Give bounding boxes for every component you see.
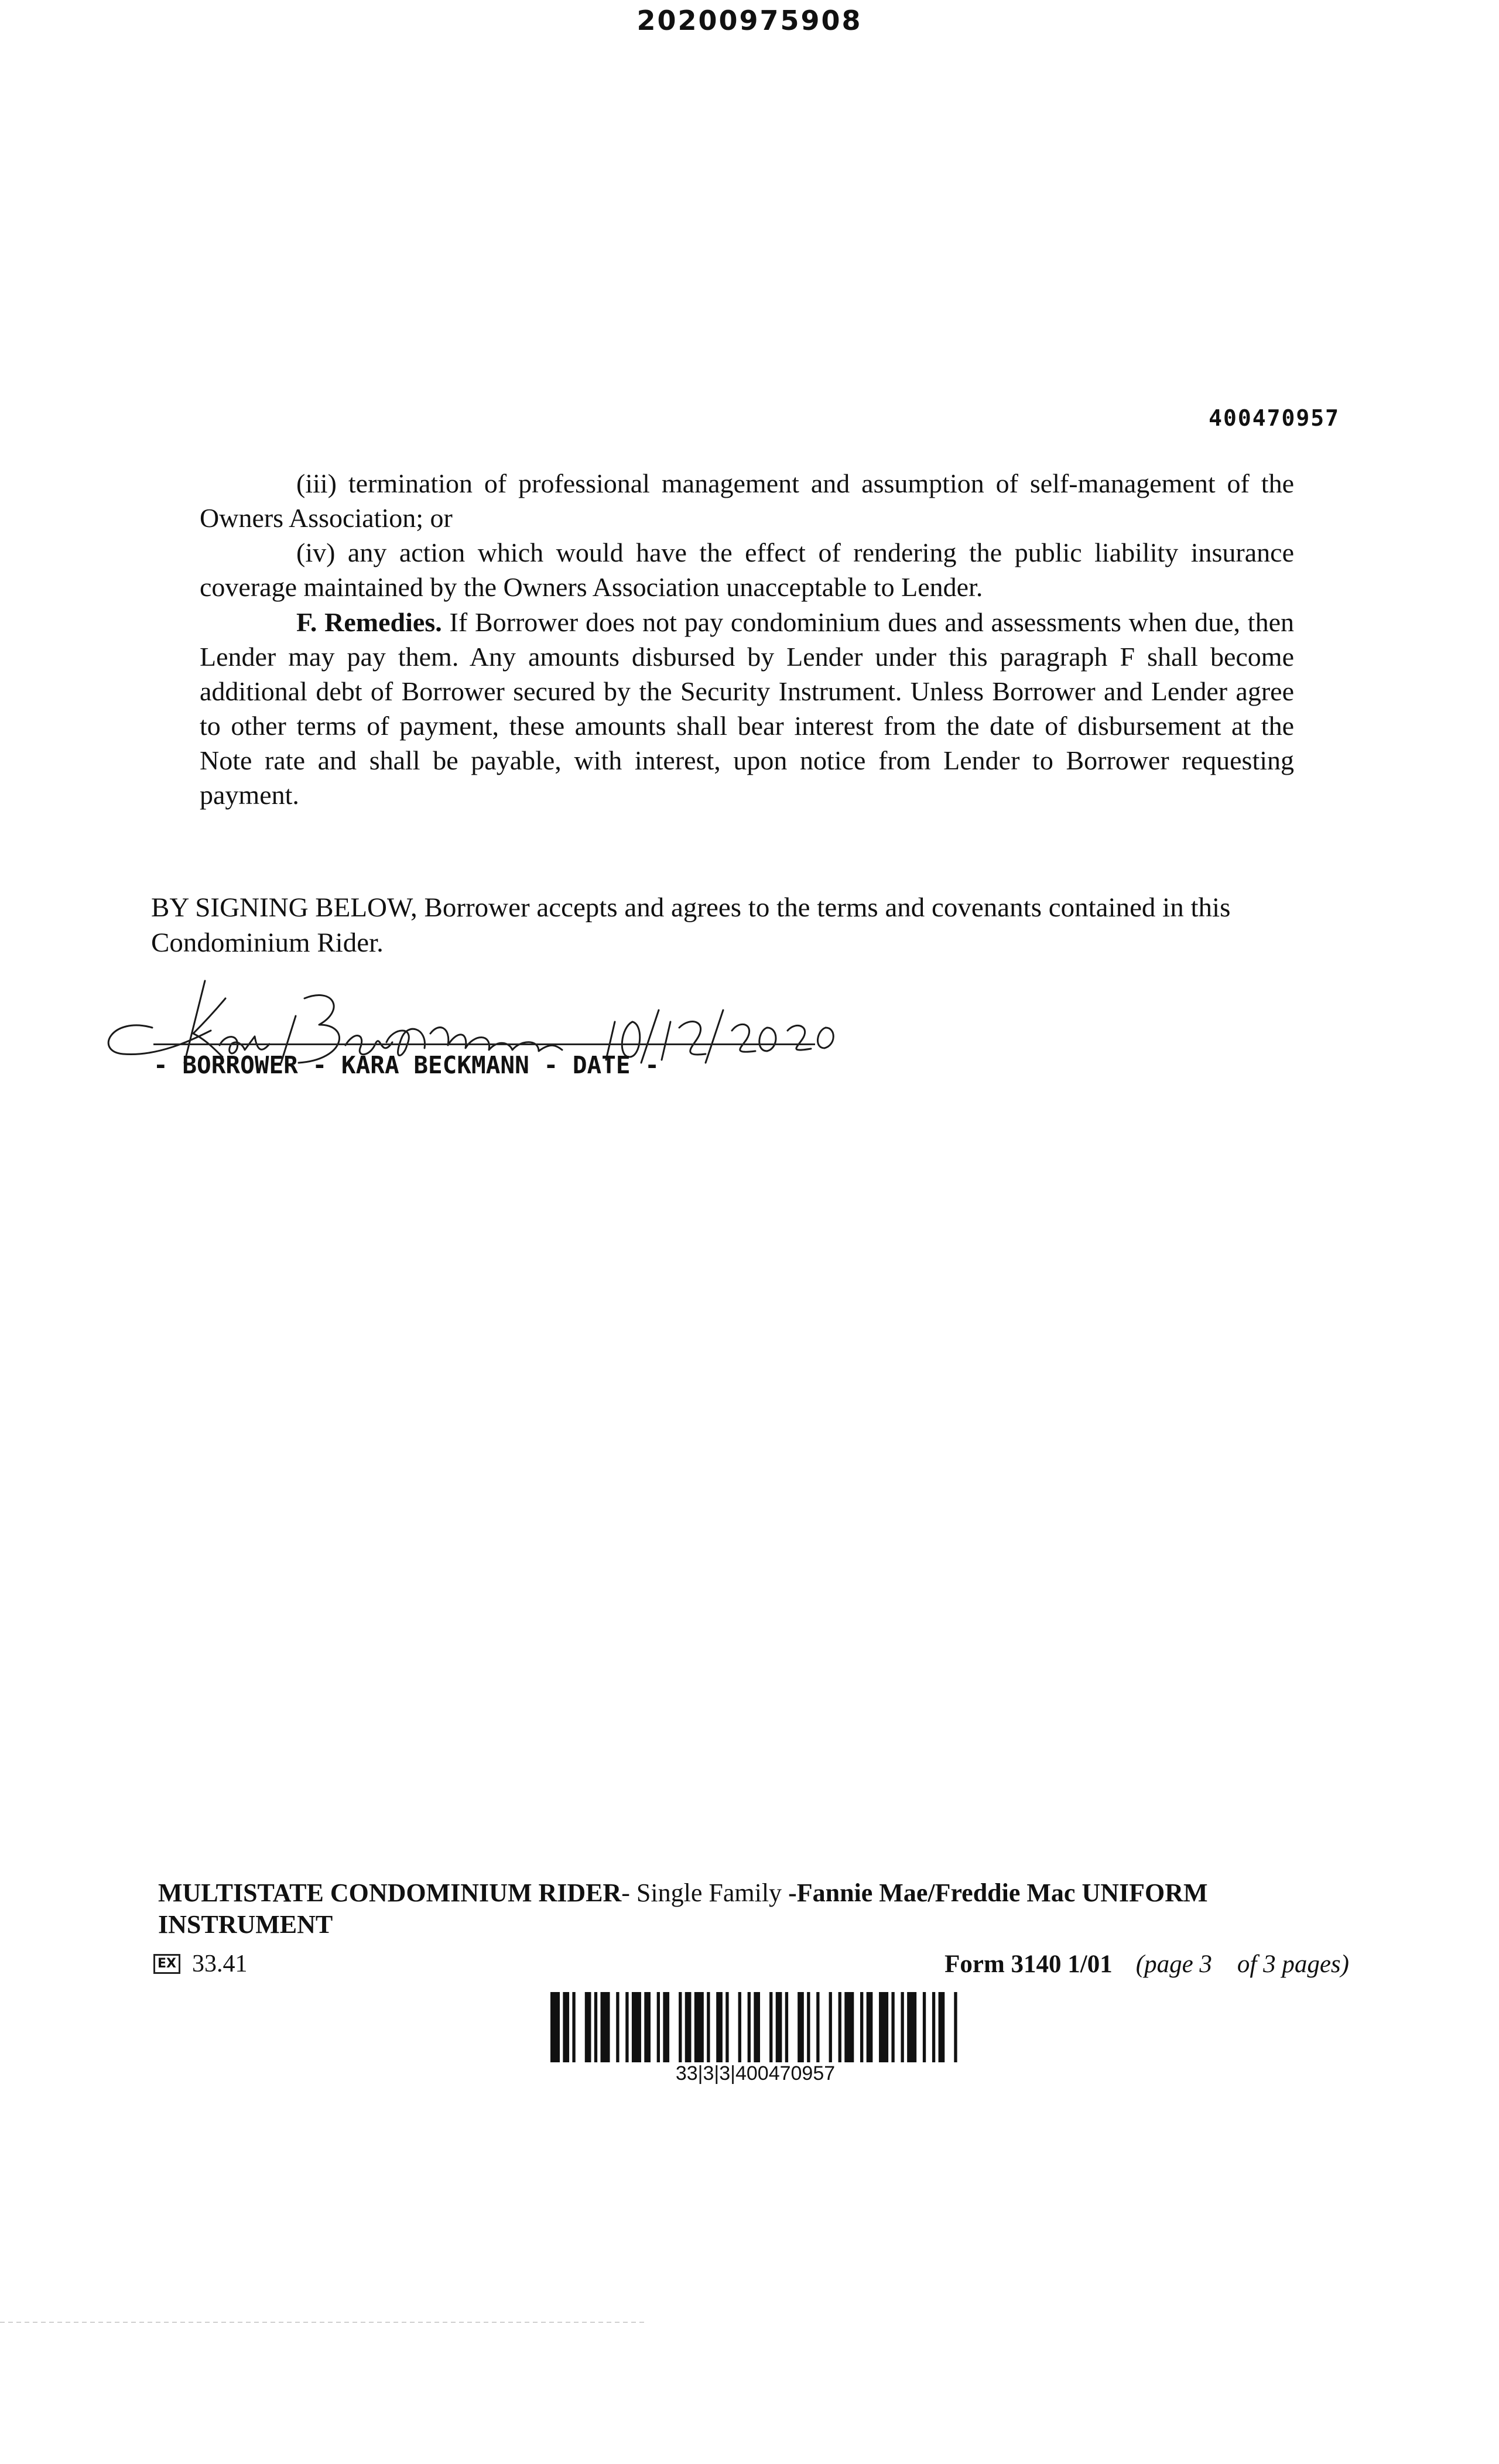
form-info [944,1950,1349,1979]
barcode-bar [754,1992,760,2062]
barcode-bar [776,1992,782,2062]
barcode-bar [707,1992,710,2062]
remedies-heading: F. Remedies. [296,607,442,637]
barcode-bar [923,1992,926,2062]
barcode-bar [879,1992,888,2062]
barcode-bar [601,1992,610,2062]
form-code-number: 33.41 [192,1950,248,1977]
scan-artifact-line [0,2322,644,2323]
barcode-bar [867,1992,873,2062]
barcode-bar [738,1992,741,2062]
barcode [550,1992,960,2062]
barcode-bar [685,1992,692,2062]
barcode-bar [844,1992,854,2062]
barcode-bar [839,1992,841,2062]
barcode-bar [907,1992,916,2062]
footer-title-bold-1: MULTISTATE CONDOMINIUM RIDER [158,1878,622,1907]
barcode-bar [932,1992,935,2062]
barcode-bar [572,1992,575,2062]
barcode-bar [625,1992,628,2062]
barcode-bar [716,1992,723,2062]
barcode-bar [694,1992,704,2062]
barcode-bar [769,1992,772,2062]
loan-number: 400470957 [1209,405,1340,431]
barcode-bar [594,1992,597,2062]
barcode-bar [585,1992,591,2062]
footer-title-regular: - Single Family [621,1878,789,1907]
barcode-bar [785,1992,788,2062]
signature-caption: - BORROWER - KARA BECKMANN - DATE - [153,1051,659,1079]
paragraph-remedies [200,605,1294,812]
paragraph-iv-text: (iv) any action which would have the effect of rendering the public liability insurance coverage maintained by the Owners Association unacceptable to Lender. [200,538,1294,602]
barcode-bar [725,1992,728,2062]
barcode-bar [798,1992,804,2062]
barcode-bar [679,1992,682,2062]
barcode-bar [939,1992,945,2062]
page-info: (page 3 of 3 pages) [1135,1950,1349,1978]
form-number: Form 3140 1/01 [944,1950,1113,1978]
barcode-bar [657,1992,660,2062]
barcode-bar [644,1992,651,2062]
barcode-bar [632,1992,641,2062]
barcode-bar [550,1992,560,2062]
barcode-bar [954,1992,957,2062]
barcode-bar [616,1992,619,2062]
barcode-bar [816,1992,819,2062]
paragraph-iii [200,466,1294,535]
remedies-text: If Borrower does not pay condominium dues and assessments when due, then Lender may pay them. Any amounts disbursed by Lender under this paragraph F shall become additional debt of Borrower secured by the Security Instrument. Unless Borrower and Lender agree to other terms of payment, these amounts shall bear interest from the date of disbursement at the Note rate and shall be payable, with interest, upon notice from Lender to Borrower requesting payment. [200,607,1294,810]
barcode-bar [807,1992,810,2062]
barcode-bar [663,1992,669,2062]
signing-statement: BY SIGNING BELOW, Borrower accepts and agrees to the terms and covenants contained in this Condominium Rider. [151,892,1231,958]
form-code [153,1950,248,1978]
footer-title [158,1877,1358,1941]
barcode-bar [563,1992,569,2062]
barcode-bar [891,1992,894,2062]
footer-title-bold-2: -Fannie Mae/Freddie Mac UNIFORM INSTRUMENT [158,1878,1208,1939]
ex-logo-icon: EX [153,1954,180,1974]
barcode-bar [829,1992,832,2062]
signature-line [153,1043,815,1045]
barcode-bar [748,1992,751,2062]
document-number: 20200975908 [636,5,863,36]
barcode-bar [860,1992,863,2062]
paragraph-iv [200,535,1294,604]
paragraph-iii-text: (iii) termination of professional management and assumption of self-management of the Owners Association; or [200,468,1294,533]
barcode-bar [901,1992,903,2062]
barcode-text: 33|3|3|400470957 [675,2062,836,2085]
